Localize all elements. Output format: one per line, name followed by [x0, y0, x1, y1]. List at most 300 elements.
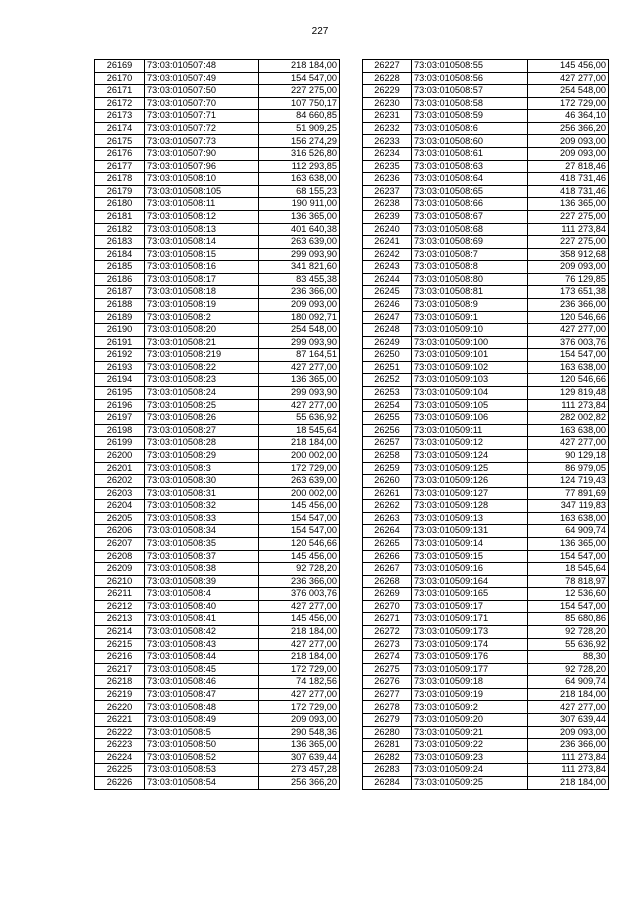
- value-cell: 111 273,84: [528, 223, 609, 236]
- value-cell: 172 729,00: [259, 663, 340, 676]
- row-number-cell: 26272: [363, 626, 412, 639]
- value-cell: 209 093,00: [528, 135, 609, 148]
- table-row: [363, 273, 609, 286]
- value-cell: 51 909,25: [259, 122, 340, 135]
- cadastral-number-cell: 73:03:010509:13: [412, 512, 528, 525]
- value-cell: 27 818,46: [528, 160, 609, 173]
- table-row: [95, 638, 340, 651]
- value-cell: 376 003,76: [528, 336, 609, 349]
- table-row: [95, 751, 340, 764]
- row-number-cell: 26238: [363, 198, 412, 211]
- row-number-cell: 26257: [363, 437, 412, 450]
- row-number-cell: 26204: [95, 500, 145, 513]
- row-number-cell: 26196: [95, 399, 145, 412]
- row-number-cell: 26219: [95, 688, 145, 701]
- value-cell: 90 129,18: [528, 449, 609, 462]
- row-number-cell: 26242: [363, 248, 412, 261]
- table-row: [363, 688, 609, 701]
- row-number-cell: 26201: [95, 462, 145, 475]
- table-row: [363, 336, 609, 349]
- row-number-cell: 26230: [363, 97, 412, 110]
- row-number-cell: 26247: [363, 311, 412, 324]
- cadastral-number-cell: 73:03:010508:23: [145, 374, 259, 387]
- row-number-cell: 26254: [363, 399, 412, 412]
- cadastral-number-cell: 73:03:010508:41: [145, 613, 259, 626]
- row-number-cell: 26203: [95, 487, 145, 500]
- cadastral-number-cell: 73:03:010508:22: [145, 361, 259, 374]
- value-cell: 18 545,64: [528, 563, 609, 576]
- value-cell: 227 275,00: [528, 210, 609, 223]
- table-row: [363, 60, 609, 73]
- row-number-cell: 26275: [363, 663, 412, 676]
- table-row: [95, 298, 340, 311]
- table-row: [95, 701, 340, 714]
- row-number-cell: 26239: [363, 210, 412, 223]
- value-cell: 299 093,90: [259, 387, 340, 400]
- table-row: [95, 475, 340, 488]
- table-row: [363, 776, 609, 789]
- row-number-cell: 26229: [363, 85, 412, 98]
- cadastral-number-cell: 73:03:010508:14: [145, 236, 259, 249]
- row-number-cell: 26180: [95, 198, 145, 211]
- value-cell: 218 184,00: [528, 776, 609, 789]
- value-cell: 112 293,85: [259, 160, 340, 173]
- cadastral-number-cell: 73:03:010508:17: [145, 273, 259, 286]
- row-number-cell: 26249: [363, 336, 412, 349]
- table-row: [95, 676, 340, 689]
- table-row: [95, 626, 340, 639]
- value-cell: 172 729,00: [528, 97, 609, 110]
- table-row: [363, 236, 609, 249]
- row-number-cell: 26210: [95, 575, 145, 588]
- table-row: [363, 487, 609, 500]
- cadastral-number-cell: 73:03:010508:37: [145, 550, 259, 563]
- value-cell: 200 002,00: [259, 449, 340, 462]
- cadastral-number-cell: 73:03:010508:10: [145, 173, 259, 186]
- value-cell: 163 638,00: [528, 424, 609, 437]
- cadastral-number-cell: 73:03:010509:164: [412, 575, 528, 588]
- table-row: [95, 688, 340, 701]
- table-row: [363, 475, 609, 488]
- table-row: [363, 449, 609, 462]
- row-number-cell: 26284: [363, 776, 412, 789]
- cadastral-number-cell: 73:03:010508:25: [145, 399, 259, 412]
- value-cell: 209 093,00: [259, 298, 340, 311]
- table-row: [95, 399, 340, 412]
- cadastral-number-cell: 73:03:010509:20: [412, 714, 528, 727]
- value-cell: 218 184,00: [259, 651, 340, 664]
- cadastral-number-cell: 73:03:010509:14: [412, 537, 528, 550]
- row-number-cell: 26265: [363, 537, 412, 550]
- cadastral-number-cell: 73:03:010509:125: [412, 462, 528, 475]
- table-row: [95, 714, 340, 727]
- row-number-cell: 26237: [363, 185, 412, 198]
- value-cell: 299 093,90: [259, 336, 340, 349]
- value-cell: 55 636,92: [259, 412, 340, 425]
- table-row: [95, 487, 340, 500]
- row-number-cell: 26246: [363, 298, 412, 311]
- row-number-cell: 26232: [363, 122, 412, 135]
- table-row: [363, 148, 609, 161]
- cadastral-number-cell: 73:03:010508:68: [412, 223, 528, 236]
- table-row: [95, 361, 340, 374]
- row-number-cell: 26171: [95, 85, 145, 98]
- value-cell: 263 639,00: [259, 475, 340, 488]
- table-row: [95, 336, 340, 349]
- table-row: [363, 185, 609, 198]
- table-row: [363, 122, 609, 135]
- row-number-cell: 26224: [95, 751, 145, 764]
- value-cell: 154 547,00: [528, 550, 609, 563]
- row-number-cell: 26169: [95, 60, 145, 73]
- row-number-cell: 26281: [363, 739, 412, 752]
- table-row: [363, 626, 609, 639]
- cadastral-number-cell: 73:03:010509:15: [412, 550, 528, 563]
- row-number-cell: 26227: [363, 60, 412, 73]
- table-row: [95, 575, 340, 588]
- cadastral-number-cell: 73:03:010508:26: [145, 412, 259, 425]
- table-row: [95, 110, 340, 123]
- cadastral-number-cell: 73:03:010509:128: [412, 500, 528, 513]
- row-number-cell: 26209: [95, 563, 145, 576]
- cadastral-number-cell: 73:03:010508:219: [145, 349, 259, 362]
- cadastral-number-cell: 73:03:010508:27: [145, 424, 259, 437]
- row-number-cell: 26235: [363, 160, 412, 173]
- row-number-cell: 26248: [363, 324, 412, 337]
- table-row: [363, 676, 609, 689]
- value-cell: 92 728,20: [259, 563, 340, 576]
- value-cell: 55 636,92: [528, 638, 609, 651]
- value-cell: 136 365,00: [259, 210, 340, 223]
- cadastral-number-cell: 73:03:010509:25: [412, 776, 528, 789]
- table-row: [363, 361, 609, 374]
- table-row: [363, 223, 609, 236]
- value-cell: 209 093,00: [528, 261, 609, 274]
- table-row: [363, 261, 609, 274]
- table-row: [95, 261, 340, 274]
- table-row: [95, 60, 340, 73]
- table-row: [363, 286, 609, 299]
- cadastral-number-cell: 73:03:010508:105: [145, 185, 259, 198]
- row-number-cell: 26277: [363, 688, 412, 701]
- table-row: [363, 437, 609, 450]
- cadastral-number-cell: 73:03:010508:46: [145, 676, 259, 689]
- row-number-cell: 26252: [363, 374, 412, 387]
- cadastral-number-cell: 73:03:010509:105: [412, 399, 528, 412]
- value-cell: 136 365,00: [259, 739, 340, 752]
- value-cell: 154 547,00: [259, 72, 340, 85]
- row-number-cell: 26273: [363, 638, 412, 651]
- value-cell: 227 275,00: [528, 236, 609, 249]
- value-cell: 218 184,00: [259, 437, 340, 450]
- table-row: [95, 236, 340, 249]
- table-row: [95, 651, 340, 664]
- value-cell: 76 129,85: [528, 273, 609, 286]
- row-number-cell: 26191: [95, 336, 145, 349]
- cadastral-number-cell: 73:03:010509:102: [412, 361, 528, 374]
- row-number-cell: 26270: [363, 600, 412, 613]
- row-number-cell: 26213: [95, 613, 145, 626]
- value-cell: 163 638,00: [528, 361, 609, 374]
- table-row: [95, 374, 340, 387]
- value-cell: 83 455,38: [259, 273, 340, 286]
- cadastral-number-cell: 73:03:010508:3: [145, 462, 259, 475]
- cadastral-number-cell: 73:03:010509:12: [412, 437, 528, 450]
- table-row: [363, 651, 609, 664]
- cadastral-number-cell: 73:03:010507:72: [145, 122, 259, 135]
- row-number-cell: 26211: [95, 588, 145, 601]
- cadastral-number-cell: 73:03:010509:173: [412, 626, 528, 639]
- value-cell: 111 273,84: [528, 764, 609, 777]
- cadastral-number-cell: 73:03:010509:106: [412, 412, 528, 425]
- table-row: [363, 311, 609, 324]
- value-cell: 254 548,00: [528, 85, 609, 98]
- value-cell: 120 546,66: [528, 311, 609, 324]
- table-row: [95, 72, 340, 85]
- cadastral-number-cell: 73:03:010509:171: [412, 613, 528, 626]
- row-number-cell: 26260: [363, 475, 412, 488]
- value-cell: 227 275,00: [259, 85, 340, 98]
- table-row: [95, 739, 340, 752]
- value-cell: 307 639,44: [528, 714, 609, 727]
- value-cell: 172 729,00: [259, 701, 340, 714]
- cadastral-number-cell: 73:03:010509:127: [412, 487, 528, 500]
- cadastral-number-cell: 73:03:010507:90: [145, 148, 259, 161]
- row-number-cell: 26274: [363, 651, 412, 664]
- table-row: [95, 424, 340, 437]
- cadastral-number-cell: 73:03:010509:2: [412, 701, 528, 714]
- table-row: [95, 764, 340, 777]
- row-number-cell: 26178: [95, 173, 145, 186]
- cadastral-number-cell: 73:03:010508:29: [145, 449, 259, 462]
- table-row: [95, 135, 340, 148]
- row-number-cell: 26170: [95, 72, 145, 85]
- row-number-cell: 26278: [363, 701, 412, 714]
- row-number-cell: 26190: [95, 324, 145, 337]
- table-row: [95, 148, 340, 161]
- table-row: [363, 500, 609, 513]
- value-cell: 111 273,84: [528, 399, 609, 412]
- value-cell: 172 729,00: [259, 462, 340, 475]
- cadastral-number-cell: 73:03:010508:8: [412, 261, 528, 274]
- value-cell: 427 277,00: [259, 600, 340, 613]
- cadastral-number-cell: 73:03:010508:33: [145, 512, 259, 525]
- table-row: [95, 97, 340, 110]
- row-number-cell: 26226: [95, 776, 145, 789]
- cadastral-number-cell: 73:03:010509:21: [412, 726, 528, 739]
- table-row: [95, 537, 340, 550]
- row-number-cell: 26266: [363, 550, 412, 563]
- cadastral-number-cell: 73:03:010509:124: [412, 449, 528, 462]
- table-row: [95, 726, 340, 739]
- value-cell: 376 003,76: [259, 588, 340, 601]
- value-cell: 290 548,36: [259, 726, 340, 739]
- row-number-cell: 26276: [363, 676, 412, 689]
- table-row: [363, 462, 609, 475]
- row-number-cell: 26205: [95, 512, 145, 525]
- cadastral-number-cell: 73:03:010507:96: [145, 160, 259, 173]
- cadastral-number-cell: 73:03:010509:176: [412, 651, 528, 664]
- table-row: [95, 550, 340, 563]
- value-cell: 282 002,82: [528, 412, 609, 425]
- row-number-cell: 26181: [95, 210, 145, 223]
- value-cell: 418 731,46: [528, 185, 609, 198]
- value-cell: 154 547,00: [259, 525, 340, 538]
- cadastral-number-cell: 73:03:010508:60: [412, 135, 528, 148]
- row-number-cell: 26264: [363, 525, 412, 538]
- value-cell: 236 366,00: [259, 575, 340, 588]
- cadastral-number-cell: 73:03:010508:4: [145, 588, 259, 601]
- cadastral-number-cell: 73:03:010509:100: [412, 336, 528, 349]
- row-number-cell: 26185: [95, 261, 145, 274]
- row-number-cell: 26253: [363, 387, 412, 400]
- value-cell: 341 821,60: [259, 261, 340, 274]
- table-row: [363, 198, 609, 211]
- value-cell: 88,30: [528, 651, 609, 664]
- table-row: [95, 185, 340, 198]
- cadastral-number-cell: 73:03:010509:16: [412, 563, 528, 576]
- row-number-cell: 26188: [95, 298, 145, 311]
- cadastral-number-cell: 73:03:010509:11: [412, 424, 528, 437]
- cadastral-number-cell: 73:03:010509:17: [412, 600, 528, 613]
- row-number-cell: 26283: [363, 764, 412, 777]
- value-cell: 256 366,20: [259, 776, 340, 789]
- cadastral-number-cell: 73:03:010509:24: [412, 764, 528, 777]
- row-number-cell: 26179: [95, 185, 145, 198]
- table-row: [95, 588, 340, 601]
- cadastral-number-cell: 73:03:010509:165: [412, 588, 528, 601]
- table-row: [95, 223, 340, 236]
- value-cell: 236 366,00: [528, 298, 609, 311]
- cadastral-number-cell: 73:03:010508:57: [412, 85, 528, 98]
- table-row: [363, 210, 609, 223]
- cadastral-number-cell: 73:03:010508:16: [145, 261, 259, 274]
- row-number-cell: 26207: [95, 537, 145, 550]
- table-row: [363, 173, 609, 186]
- value-cell: 12 536,60: [528, 588, 609, 601]
- table-row: [363, 110, 609, 123]
- table-row: [363, 135, 609, 148]
- value-cell: 77 891,69: [528, 487, 609, 500]
- cadastral-number-cell: 73:03:010508:56: [412, 72, 528, 85]
- table-row: [95, 122, 340, 135]
- value-cell: 347 119,83: [528, 500, 609, 513]
- row-number-cell: 26261: [363, 487, 412, 500]
- cadastral-number-cell: 73:03:010508:12: [145, 210, 259, 223]
- value-cell: 218 184,00: [259, 60, 340, 73]
- row-number-cell: 26175: [95, 135, 145, 148]
- row-number-cell: 26173: [95, 110, 145, 123]
- table-row: [363, 726, 609, 739]
- table-row: [95, 173, 340, 186]
- cadastral-number-cell: 73:03:010509:177: [412, 663, 528, 676]
- table-row: [363, 387, 609, 400]
- table-row: [95, 198, 340, 211]
- value-cell: 163 638,00: [528, 512, 609, 525]
- value-cell: 18 545,64: [259, 424, 340, 437]
- cadastral-number-cell: 73:03:010508:66: [412, 198, 528, 211]
- cadastral-number-cell: 73:03:010507:49: [145, 72, 259, 85]
- row-number-cell: 26234: [363, 148, 412, 161]
- table-row: [363, 374, 609, 387]
- table-row: [363, 600, 609, 613]
- row-number-cell: 26176: [95, 148, 145, 161]
- table-row: [95, 160, 340, 173]
- value-cell: 92 728,20: [528, 663, 609, 676]
- row-number-cell: 26245: [363, 286, 412, 299]
- cadastral-number-cell: 73:03:010508:53: [145, 764, 259, 777]
- cadastral-number-cell: 73:03:010508:30: [145, 475, 259, 488]
- table-row: [95, 210, 340, 223]
- row-number-cell: 26215: [95, 638, 145, 651]
- value-cell: 111 273,84: [528, 751, 609, 764]
- table-row: [363, 613, 609, 626]
- cadastral-number-cell: 73:03:010508:21: [145, 336, 259, 349]
- row-number-cell: 26195: [95, 387, 145, 400]
- table-row: [95, 286, 340, 299]
- value-cell: 427 277,00: [528, 437, 609, 450]
- table-row: [363, 563, 609, 576]
- row-number-cell: 26228: [363, 72, 412, 85]
- row-number-cell: 26241: [363, 236, 412, 249]
- value-cell: 84 660,85: [259, 110, 340, 123]
- value-cell: 85 680,86: [528, 613, 609, 626]
- row-number-cell: 26280: [363, 726, 412, 739]
- table-row: [363, 298, 609, 311]
- table-row: [363, 537, 609, 550]
- value-cell: 124 719,43: [528, 475, 609, 488]
- table-row: [95, 512, 340, 525]
- cadastral-number-cell: 73:03:010509:18: [412, 676, 528, 689]
- cadastral-number-cell: 73:03:010508:59: [412, 110, 528, 123]
- value-cell: 154 547,00: [528, 349, 609, 362]
- table-row: [363, 638, 609, 651]
- table-row: [95, 311, 340, 324]
- row-number-cell: 26221: [95, 714, 145, 727]
- cadastral-number-cell: 73:03:010509:22: [412, 739, 528, 752]
- row-number-cell: 26198: [95, 424, 145, 437]
- table-row: [363, 663, 609, 676]
- row-number-cell: 26177: [95, 160, 145, 173]
- cadastral-number-cell: 73:03:010508:43: [145, 638, 259, 651]
- row-number-cell: 26194: [95, 374, 145, 387]
- cadastral-number-cell: 73:03:010508:35: [145, 537, 259, 550]
- cadastral-number-cell: 73:03:010508:19: [145, 298, 259, 311]
- table-row: [95, 273, 340, 286]
- value-cell: 154 547,00: [528, 600, 609, 613]
- row-number-cell: 26255: [363, 412, 412, 425]
- row-number-cell: 26217: [95, 663, 145, 676]
- row-number-cell: 26206: [95, 525, 145, 538]
- table-row: [95, 449, 340, 462]
- cadastral-number-cell: 73:03:010508:2: [145, 311, 259, 324]
- cadastral-number-cell: 73:03:010508:49: [145, 714, 259, 727]
- row-number-cell: 26187: [95, 286, 145, 299]
- row-number-cell: 26208: [95, 550, 145, 563]
- cadastral-number-cell: 73:03:010508:65: [412, 185, 528, 198]
- cadastral-number-cell: 73:03:010508:9: [412, 298, 528, 311]
- value-cell: 427 277,00: [259, 638, 340, 651]
- row-number-cell: 26183: [95, 236, 145, 249]
- cadastral-number-cell: 73:03:010508:58: [412, 97, 528, 110]
- table-row: [363, 739, 609, 752]
- value-cell: 154 547,00: [259, 512, 340, 525]
- row-number-cell: 26258: [363, 449, 412, 462]
- cadastral-number-cell: 73:03:010508:32: [145, 500, 259, 513]
- value-cell: 427 277,00: [259, 688, 340, 701]
- row-number-cell: 26250: [363, 349, 412, 362]
- row-number-cell: 26243: [363, 261, 412, 274]
